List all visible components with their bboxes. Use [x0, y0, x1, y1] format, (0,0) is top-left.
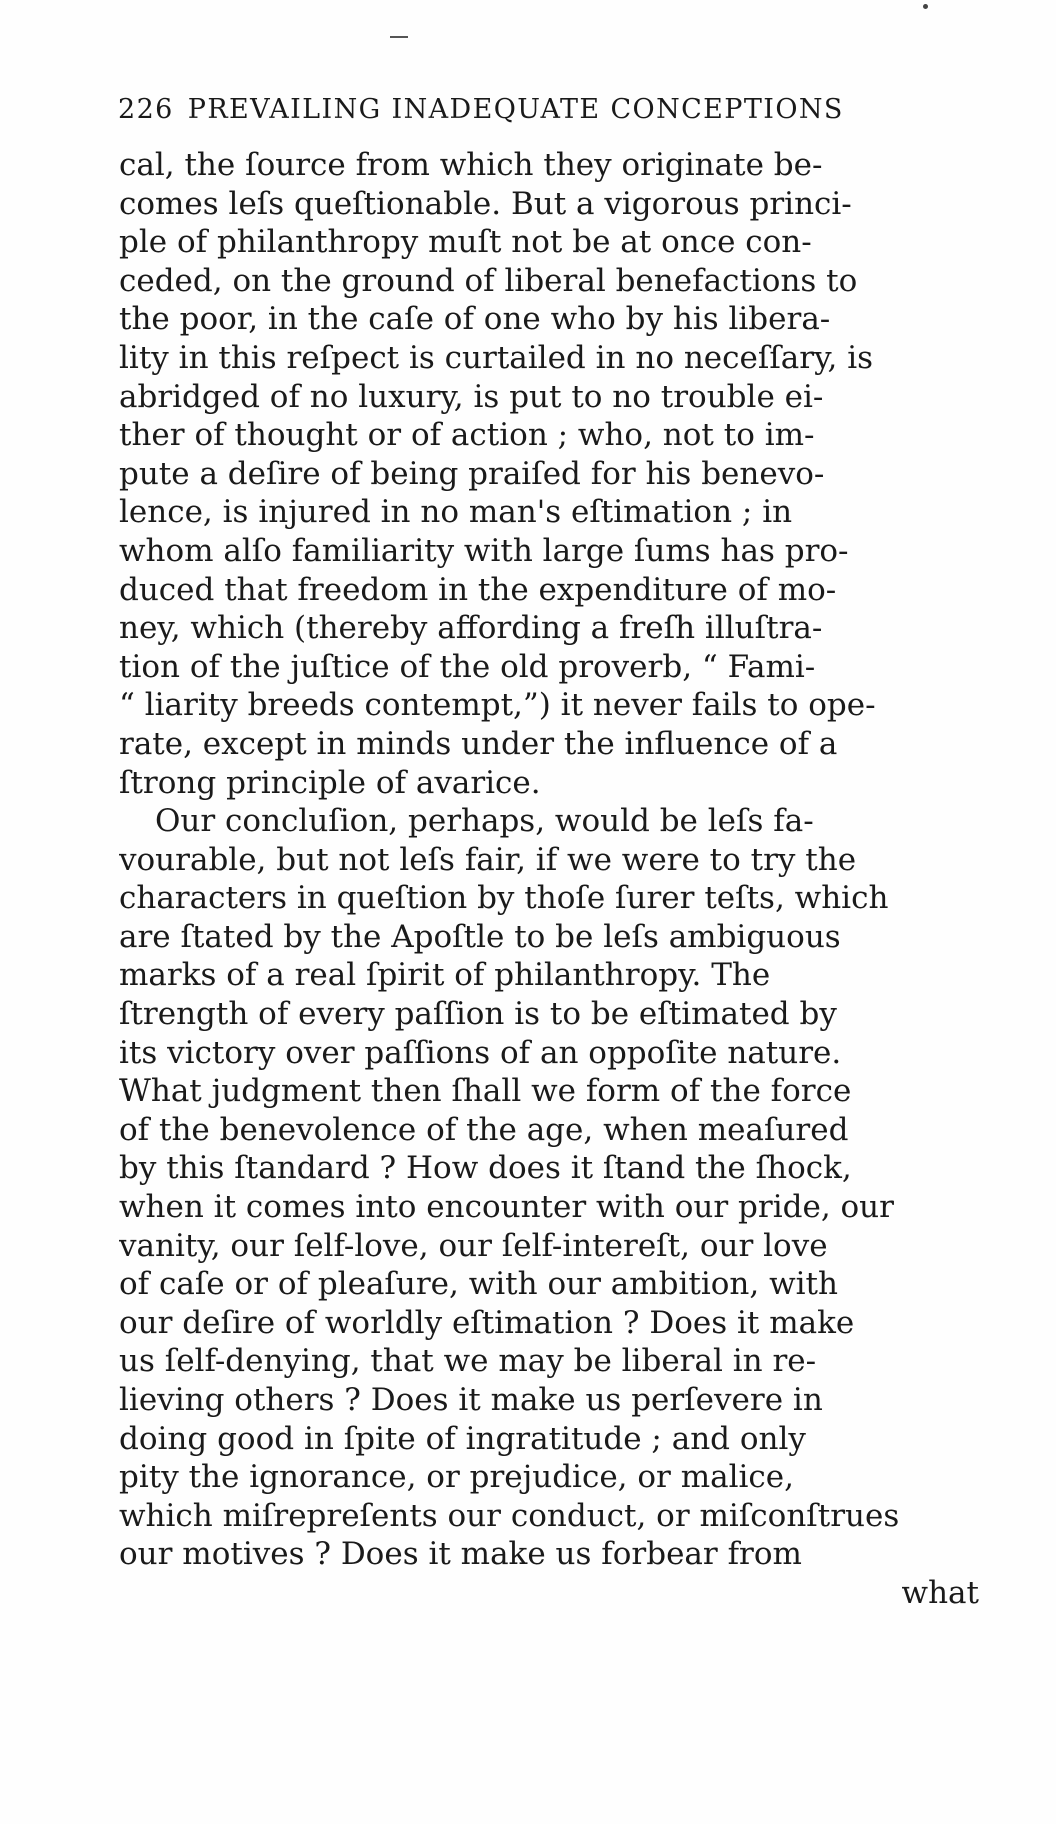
text-line: lieving others ? Does it make us perſevere in: [119, 1382, 823, 1418]
ink-dot: [923, 4, 928, 9]
running-head: [118, 94, 978, 134]
text-line: vourable, but not leſs fair, if we were to try the: [119, 841, 857, 878]
text-line: comes leſs queſtionable. But a vigorous princi-: [119, 185, 852, 222]
text-line: tion of the juſtice of the old proverb, “ Fami-: [119, 648, 816, 685]
text-line: vanity, our ſelf-love, our ſelf-intereſt, our love: [119, 1227, 828, 1264]
text-line: of the benevolence of the age, when meaſured: [119, 1111, 849, 1148]
text-line: rate, except in minds under the influence of a: [119, 725, 838, 762]
text-line: doing good in ſpite of ingratitude ; and only: [119, 1420, 806, 1457]
text-line: ple of philanthropy muſt not be at once con-: [119, 224, 812, 261]
ink-mark: [390, 36, 408, 38]
text-line: ſtrength of every paſſion is to be eſtimated by: [119, 996, 837, 1033]
text-line: ney, which (thereby affording a freſh illuſtra-: [119, 610, 823, 647]
page-number: 226: [118, 94, 174, 125]
text-line: duced that freedom in the expenditure of mo-: [119, 571, 837, 608]
text-line: us ſelf-denying, that we may be liberal in re-: [119, 1343, 817, 1380]
paragraph-start-line: Our concluſion, perhaps, would be leſs fa-: [155, 803, 814, 840]
text-line: whom alſo familiarity with large ſums has pro-: [119, 532, 849, 569]
text-line: which miſrepreſents our conduct, or miſconſtrues: [119, 1497, 900, 1534]
text-line: lity in this reſpect is curtailed in no neceſſary, is: [119, 339, 874, 376]
running-title: PREVAILING INADEQUATE CONCEPTIONS: [187, 94, 844, 125]
text-line: “ liarity breeds contempt,”) it never fails to ope-: [119, 687, 876, 724]
text-line: abridged of no luxury, is put to no trouble ei-: [119, 378, 824, 415]
body-text: [119, 146, 979, 1613]
text-line: What judgment then ſhall we form of the force: [119, 1073, 852, 1110]
text-line: pity the ignorance, or prejudice, or malice,: [119, 1459, 794, 1496]
text-line: ther of thought or of action ; who, not to im-: [119, 417, 815, 454]
text-line: its victory over paſſions of an oppoſite nature.: [119, 1034, 842, 1071]
text-line: our deſire of worldly eſtimation ? Does it make: [119, 1304, 855, 1341]
text-line: ceded, on the ground of liberal benefactions to: [119, 262, 858, 299]
text-line: cal, the ſource from which they originate be-: [119, 147, 823, 183]
text-line: by this ſtandard ? How does it ſtand the ſhock,: [119, 1150, 852, 1187]
text-line: ſtrong principle of avarice.: [119, 764, 541, 801]
text-line: characters in queſtion by thoſe ſurer teſts, which: [119, 880, 889, 917]
text-line: pute a deſire of being praiſed for his benevo-: [119, 455, 825, 492]
text-line: when it comes into encounter with our pride, our: [119, 1189, 894, 1226]
text-line: our motives ? Does it make us forbear from: [119, 1536, 802, 1573]
text-line: lence, is injured in no man's eſtimation ; in: [119, 494, 793, 531]
text-line: of caſe or of pleaſure, with our ambition, with: [119, 1266, 838, 1303]
text-line: are ſtated by the Apoſtle to be leſs ambiguous: [119, 918, 841, 955]
text-line: marks of a real ſpirit of philanthropy. The: [119, 957, 771, 994]
text-line: the poor, in the caſe of one who by his libera-: [119, 301, 831, 338]
catchword: what: [901, 1574, 979, 1611]
